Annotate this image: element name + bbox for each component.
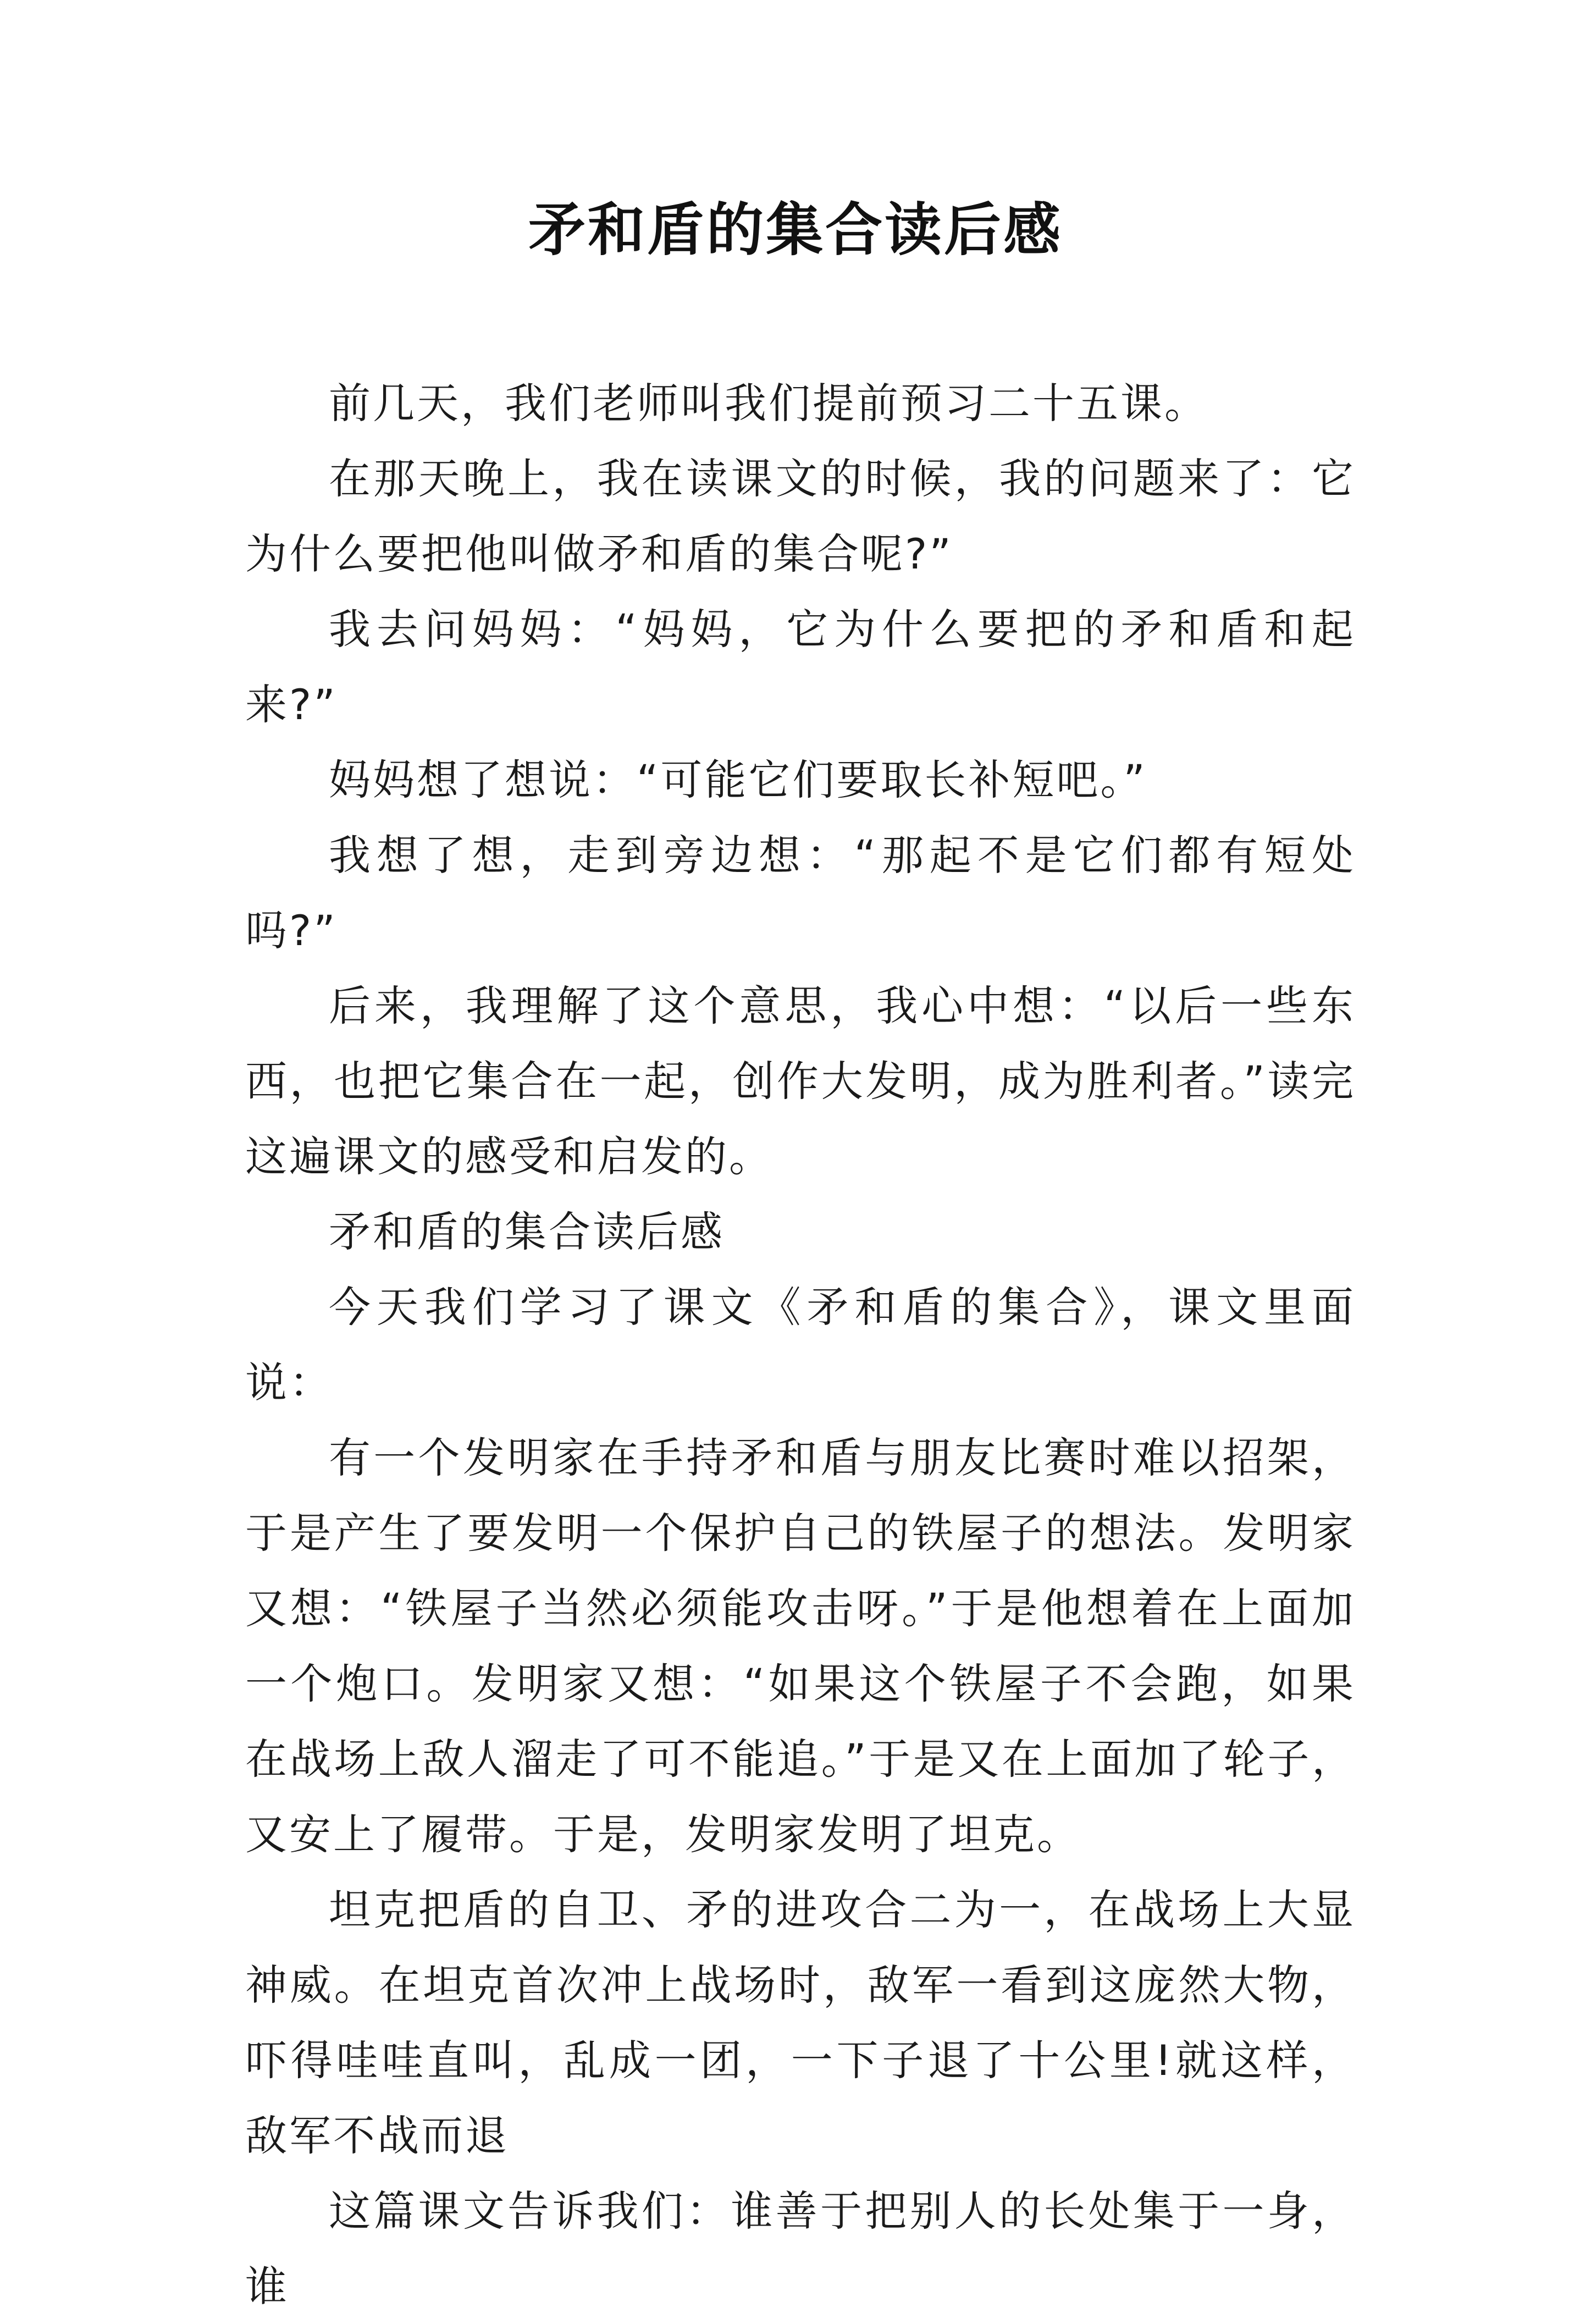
paragraph: 前几天，我们老师叫我们提前预习二十五课。 <box>329 379 1208 428</box>
document-body <box>245 366 1356 2324</box>
paragraph: 我去问妈妈：“妈妈，它为什么要把的矛和盾和起来?” <box>245 605 1356 729</box>
section-heading: 矛和盾的集合读后感 <box>329 1207 725 1256</box>
paragraph: 后来，我理解了这个意思，我心中想：“以后一些东西，也把它集合在一起，创作大发明，成为胜利者。”读完这遍课文的感受和启发的。 <box>245 981 1356 1181</box>
paragraph: 这篇课文告诉我们：谁善于把别人的长处集于一身，谁 <box>245 2187 1356 2311</box>
paragraph: 我想了想，走到旁边想：“那起不是它们都有短处吗?” <box>245 831 1356 955</box>
paragraph: 今天我们学习了课文《矛和盾的集合》，课文里面说： <box>245 1283 1356 1407</box>
paragraph: 坦克把盾的自卫、矛的进攻合二为一，在战场上大显神威。在坦克首次冲上战场时，敌军一看到这庞然大物，吓得哇哇直叫，乱成一团，一下子退了十公里!就这样，敌军不战而退 <box>245 1885 1356 2160</box>
document-title: 矛和盾的集合读后感 <box>528 196 1063 263</box>
paragraph: 妈妈想了想说：“可能它们要取长补短吧。” <box>329 755 1147 804</box>
paragraph: 有一个发明家在手持矛和盾与朋友比赛时难以招架，于是产生了要发明一个保护自己的铁屋子的想法。发明家又想：“铁屋子当然必须能攻击呀。”于是他想着在上面加一个炮口。发明家又想：“如果这个铁屋子不会跑，如果在战场上敌人溜走了可不能追。”于是又在上面加了轮子，又安上了履带。于是，发明家发明了坦克。 <box>245 1433 1356 1859</box>
paragraph: 在那天晚上，我在读课文的时候，我的问题来了：它为什么要把他叫做矛和盾的集合呢?” <box>245 454 1356 578</box>
